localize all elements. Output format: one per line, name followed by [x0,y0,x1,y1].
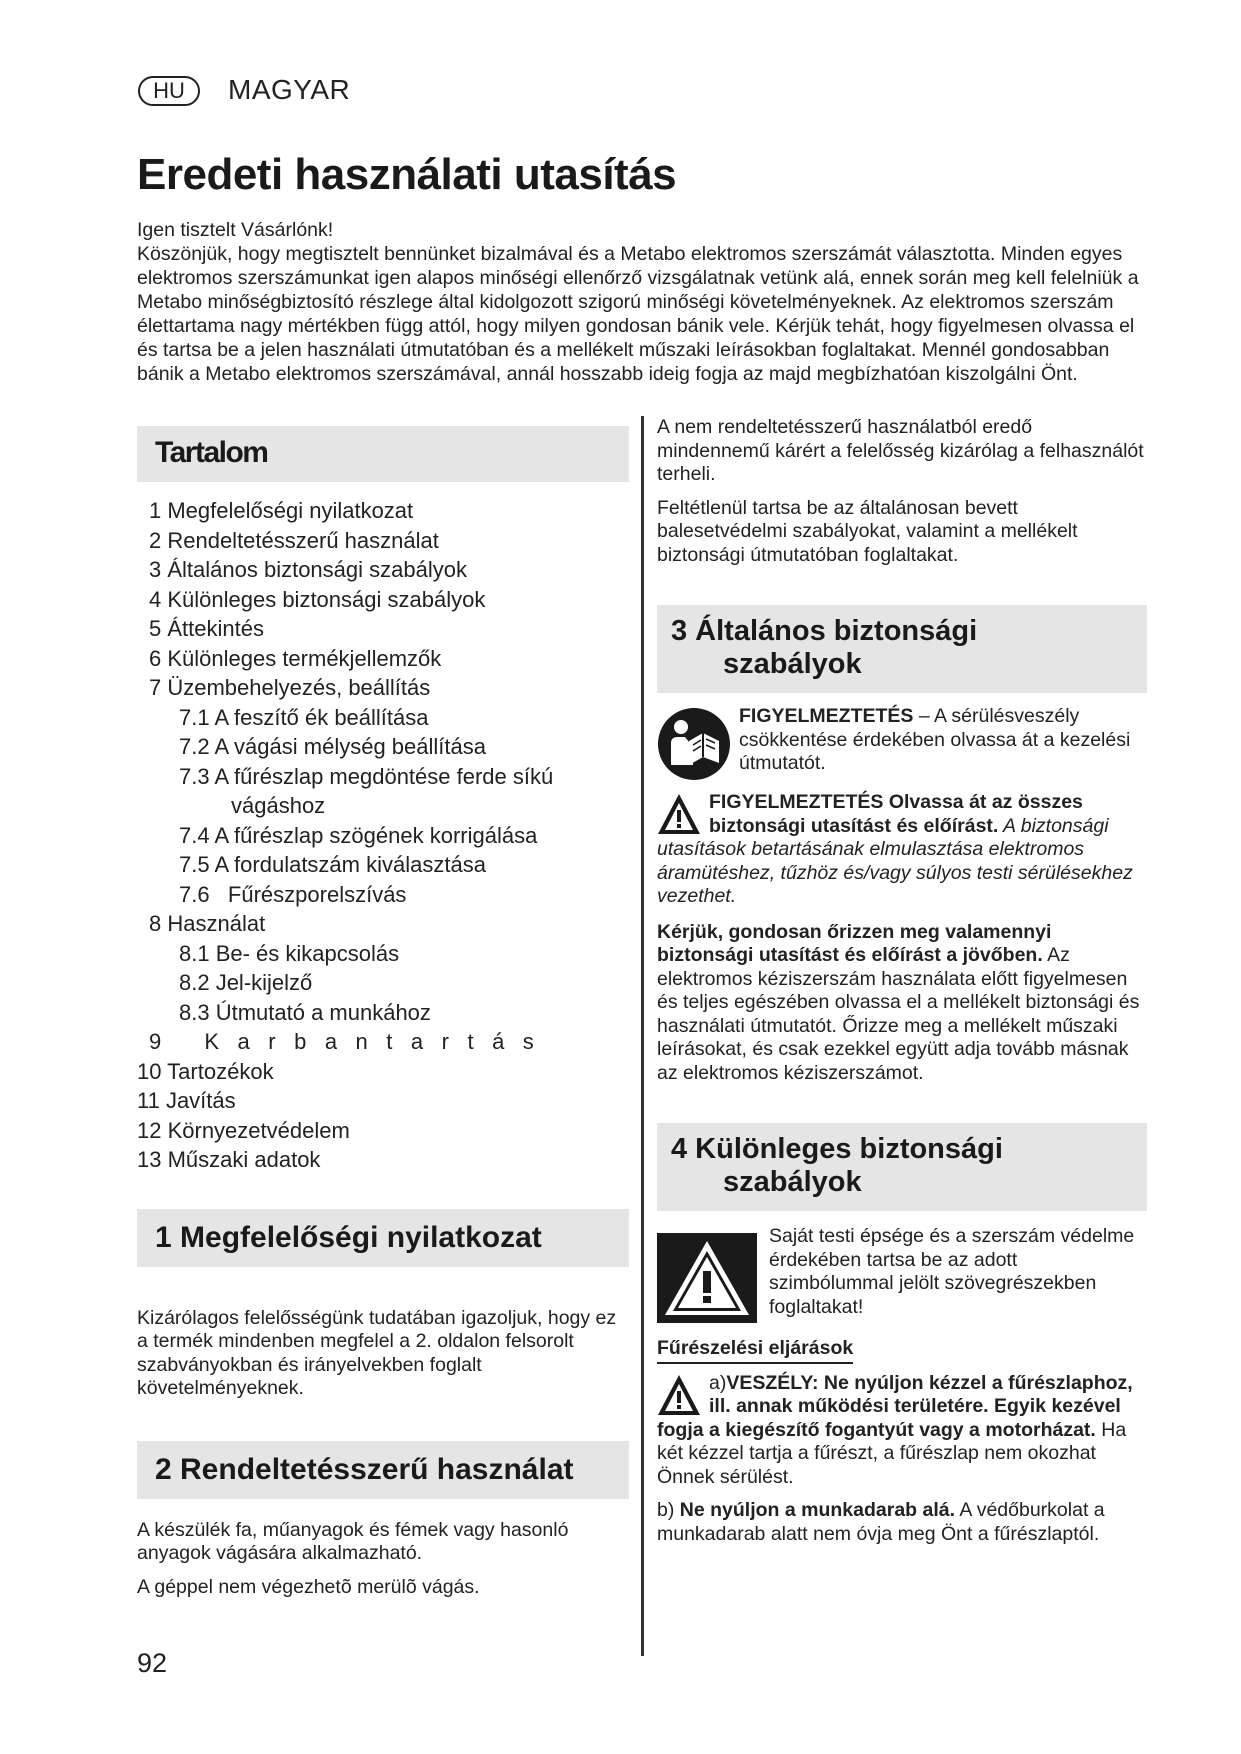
toc-item[interactable]: 2 Rendeltetésszerű használat [149,527,439,553]
toc-item[interactable]: 7 Üzembehelyezés, beállítás [149,675,431,700]
read-manual-icon [657,707,731,781]
warning-2-text: A biztonsági utasítások betartásának elmulasztása elektromos áramütéshez, tűzhöz és/vagy súlyos testi sérülésekhez vezethet. [657,814,1133,907]
toc-heading: Tartalom [137,426,629,482]
safety-warning-block [657,791,1147,909]
toc-item-continuation[interactable]: vágáshoz [231,793,326,818]
keep-instructions-bold: Kérjük, gondosan őrizzen meg valamennyi biztonsági utasítást és előírást a jövőben. [657,920,1052,966]
warning-1-text: – A sérülésveszély csökkentése érdekében olvassa át a kezelési útmutatót. [739,705,1131,774]
section-3-heading-line1: 3 Általános biztonsági [671,615,978,647]
section-2-heading: 2 Rendeltetésszerű használat [137,1441,629,1499]
section-4-heading-line1: 4 Különleges biztonsági [671,1133,1003,1165]
warning-triangle-icon [657,793,701,835]
section-3-heading-line2: szabályok [723,648,862,680]
section-1-heading: 1 Megfelelőségi nyilatkozat [137,1209,629,1267]
toc-item[interactable]: 5 Áttekintés [149,616,264,641]
rule-b-text: A védőburkolat a munkadarab alatt nem óvja meg Önt a fűrészlaptól. [657,1499,1105,1545]
column-divider [641,416,644,1656]
toc-item[interactable]: 4 Különleges biztonsági szabályok [149,586,486,612]
language-badge [138,76,200,106]
warning-2-label: FIGYELMEZTETÉS Olvassa át az összes biztonsági utasítást és előírást. [709,791,1083,837]
toc-item[interactable]: 7.5 A fordulatszám kiválasztása [179,852,486,877]
language-code: HU [153,78,185,103]
rule-a-bold: VESZÉLY: Ne nyúljon kézzel a fűrészlaphoz, ill. annak működési területére. Egyik kezével fogja a kiegészítő fogantyút vagy a motorházat. [657,1371,1133,1441]
warning-symbol-icon [657,1233,757,1323]
section-4-heading [657,1123,1147,1211]
page-number: 92 [137,1648,168,1678]
rule-a-text: Ha két kézzel tartja a fűrészt, a fűrészlap nem okozhat Önnek sérülést. [657,1418,1127,1488]
toc-item[interactable]: 8.1 Be- és kikapcsolás [179,940,400,966]
toc-item[interactable]: 7.6 Fűrészporelszívás [179,881,407,907]
section-2-text-4: Feltétlenül tartsa be az általánosan bevett balesetvédelmi szabályokat, valamint a mellékelt biztonsági útmutatóban foglaltakat. [657,496,1078,566]
page-title: Eredeti használati utasítás [137,150,677,199]
toc-item[interactable]: 10 Tartozékok [137,1058,274,1084]
intro-text [137,218,1147,386]
section-1-text: Kizárólagos felelősségünk tudatában igazoljuk, hogy ez a termék mindenben megfelel a 2. oldalon felsorolt szabványokban és irányelvekben foglalt követelményeknek. [137,1306,617,1399]
symbol-notice [657,1225,1147,1323]
section-4-heading-line2: szabályok [723,1166,862,1198]
intro-body: Köszönjük, hogy megtisztelt bennünket bizalmával és a Metabo elektromos szerszámát választotta. Minden egyes elektromos szerszámunkat igen alapos minőségi ellenőrző vizsgálatnak vetünk alá, ennek során meg kell felelniük a Metabo minőségbiztosító részlege által kidolgozott szigorú minőségi követelményeknek. Az elektromos szerszám élettartama nagy mértékben függ attól, hogy milyen gondosan bánik vele. Kérjük tehát, hogy figyelmesen olvassa el és tartsa be a jelen használati útmutatóban és a mellékelt műszaki leírásokban foglaltakat. Mennél gondosabban bánik a Metabo elektromos szerszámával, annál hosszabb ideig fogja az majd megbízhatóan kiszolgálni Önt. [137,243,1139,385]
toc-item[interactable]: 12 Környezetvédelem [137,1117,350,1143]
rule-b [657,1499,1147,1546]
warning-1-label: FIGYELMEZTETÉS [739,705,914,727]
toc-item[interactable]: 8 Használat [149,911,266,936]
section-2-text-1: A készülék fa, műanyagok és fémek vagy hasonló anyagok vágására alkalmazható. [137,1518,569,1564]
right-column [657,416,1147,1546]
subheading-text: Fűrészelési eljárások [657,1337,853,1364]
sawing-procedures-heading [657,1323,1147,1364]
rule-a [657,1372,1147,1490]
toc-item[interactable]: 13 Műszaki adatok [137,1147,321,1172]
language-name: MAGYAR [228,74,351,105]
symbol-notice-text: Saját testi épsége és a szerszám védelme érdekében tartsa be az adott szimbólummal jelölt szövegrészekben foglaltakat! [769,1225,1135,1318]
read-manual-warning [657,705,1147,781]
toc-item[interactable]: 1 Megfelelőségi nyilatkozat [149,498,414,523]
toc-item[interactable]: 7.1 A feszítő ék beállítása [179,704,429,730]
section-2-text-3: A nem rendeltetésszerű használatból eredő mindennemű kárért a felelősség kizárólag a felhasználót terheli. [657,416,1144,485]
rule-b-bold: Ne nyúljon a munkadarab alá. [679,1499,956,1521]
keep-instructions-text: Az elektromos kéziszerszám használata előtt figyelmesen és teljes egészében olvassa el a mellékelt biztonsági és használati útmutatót. Őrizze meg a mellékelt műszaki leírásokat, és csak ezekkel együtt adja tovább másnak az elektromos kéziszerszámot. [657,944,1140,1084]
rule-a-label: a) [709,1371,727,1394]
left-column [137,426,629,1609]
section-2-text-2: A géppel nem végezhetõ merülõ vágás. [137,1575,480,1598]
toc-item[interactable]: 7.2 A vágási mélység beállítása [179,734,486,759]
toc-item[interactable]: 8.3 Útmutató a munkához [179,999,431,1025]
toc-item[interactable]: 7.4 A fűrészlap szögének korrigálása [179,822,538,848]
table-of-contents [137,496,629,1175]
toc-item[interactable]: 8.2 Jel-kijelző [179,970,313,995]
toc-item[interactable]: 3 Általános biztonsági szabályok [149,557,467,582]
toc-item[interactable]: 7.3 A fűrészlap megdöntése ferde síkú [179,763,554,789]
section-3-heading [657,605,1147,693]
warning-triangle-icon [657,1374,701,1416]
toc-item[interactable]: 9 Karbantartás [149,1029,553,1054]
rule-b-label: b) [657,1499,680,1521]
toc-item[interactable]: 6 Különleges termékjellemzők [149,645,442,671]
toc-item[interactable]: 11 Javítás [137,1088,236,1113]
intro-greeting: Igen tisztelt Vásárlónk! [137,219,334,241]
